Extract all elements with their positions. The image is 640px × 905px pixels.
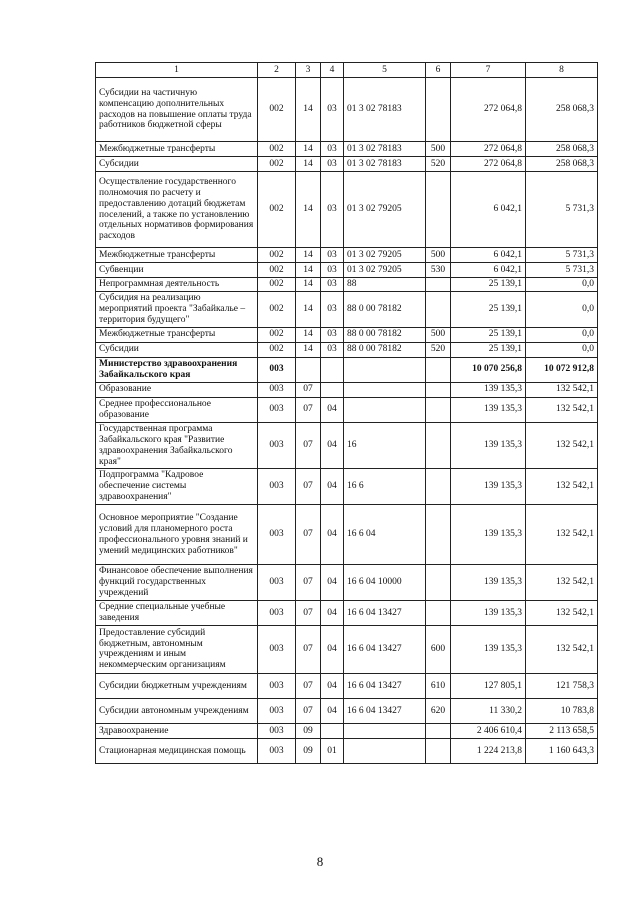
row-name-cell: Финансовое обеспечение выполнения функций государственных учреждений bbox=[96, 565, 258, 601]
row-cell-c8: 5 731,3 bbox=[526, 263, 598, 278]
row-cell-c6: 500 bbox=[426, 248, 451, 263]
row-name-cell: Субвенции bbox=[96, 263, 258, 278]
header-cell: 5 bbox=[344, 63, 426, 78]
row-cell-c6 bbox=[426, 600, 451, 625]
row-cell-c5: 01 3 02 79205 bbox=[344, 248, 426, 263]
table-row bbox=[96, 357, 598, 382]
row-cell-c6 bbox=[426, 382, 451, 397]
row-cell-c4: 04 bbox=[321, 422, 344, 469]
row-cell-c4: 04 bbox=[321, 505, 344, 565]
row-cell-c2: 003 bbox=[258, 723, 296, 738]
row-cell-c6 bbox=[426, 292, 451, 328]
row-cell-c7: 139 135,3 bbox=[451, 382, 526, 397]
row-cell-c2: 002 bbox=[258, 292, 296, 328]
table-row bbox=[96, 565, 598, 601]
row-cell-c5 bbox=[344, 357, 426, 382]
row-cell-c3: 14 bbox=[296, 142, 321, 157]
row-cell-c5: 01 3 02 78183 bbox=[344, 142, 426, 157]
row-cell-c2: 003 bbox=[258, 738, 296, 763]
row-cell-c4: 04 bbox=[321, 698, 344, 723]
row-name-cell: Стационарная медицинская помощь bbox=[96, 738, 258, 763]
table-row bbox=[96, 278, 598, 292]
row-cell-c6: 500 bbox=[426, 327, 451, 342]
row-cell-c6 bbox=[426, 723, 451, 738]
row-cell-c4: 01 bbox=[321, 738, 344, 763]
row-cell-c4: 03 bbox=[321, 342, 344, 357]
row-cell-c7: 25 139,1 bbox=[451, 292, 526, 328]
row-cell-c5 bbox=[344, 397, 426, 422]
row-cell-c3: 07 bbox=[296, 397, 321, 422]
table-row bbox=[96, 248, 598, 263]
row-name-cell: Межбюджетные трансферты bbox=[96, 248, 258, 263]
row-cell-c5: 88 0 00 78182 bbox=[344, 292, 426, 328]
row-cell-c4: 04 bbox=[321, 673, 344, 698]
row-cell-c2: 002 bbox=[258, 172, 296, 248]
row-cell-c6: 620 bbox=[426, 698, 451, 723]
row-cell-c4: 03 bbox=[321, 278, 344, 292]
row-cell-c2: 003 bbox=[258, 698, 296, 723]
table-row bbox=[96, 382, 598, 397]
row-cell-c5: 16 bbox=[344, 422, 426, 469]
row-cell-c5 bbox=[344, 382, 426, 397]
row-cell-c8: 132 542,1 bbox=[526, 382, 598, 397]
table-row bbox=[96, 292, 598, 328]
table-row bbox=[96, 673, 598, 698]
row-cell-c4: 03 bbox=[321, 172, 344, 248]
row-cell-c6 bbox=[426, 505, 451, 565]
row-cell-c7: 272 064,8 bbox=[451, 157, 526, 172]
row-cell-c7: 6 042,1 bbox=[451, 263, 526, 278]
row-cell-c5: 16 6 04 13427 bbox=[344, 698, 426, 723]
row-cell-c7: 25 139,1 bbox=[451, 327, 526, 342]
row-cell-c5: 16 6 04 13427 bbox=[344, 600, 426, 625]
row-cell-c4 bbox=[321, 357, 344, 382]
row-cell-c5: 16 6 bbox=[344, 469, 426, 505]
row-cell-c3: 14 bbox=[296, 327, 321, 342]
header-cell: 1 bbox=[96, 63, 258, 78]
row-cell-c5: 88 0 00 78182 bbox=[344, 342, 426, 357]
row-name-cell: Здравоохранение bbox=[96, 723, 258, 738]
table-row bbox=[96, 397, 598, 422]
row-name-cell: Образование bbox=[96, 382, 258, 397]
row-cell-c8: 10 072 912,8 bbox=[526, 357, 598, 382]
row-cell-c7: 11 330,2 bbox=[451, 698, 526, 723]
row-cell-c5: 01 3 02 79205 bbox=[344, 172, 426, 248]
row-cell-c3: 14 bbox=[296, 157, 321, 172]
row-cell-c2: 002 bbox=[258, 327, 296, 342]
row-cell-c6 bbox=[426, 422, 451, 469]
row-cell-c8: 2 113 658,5 bbox=[526, 723, 598, 738]
row-cell-c4: 04 bbox=[321, 625, 344, 673]
row-name-cell: Государственная программа Забайкальского края "Развитие здравоохранения Забайкальского края" bbox=[96, 422, 258, 469]
table-row bbox=[96, 342, 598, 357]
row-name-cell: Межбюджетные трансферты bbox=[96, 327, 258, 342]
row-cell-c2: 003 bbox=[258, 673, 296, 698]
row-cell-c3: 07 bbox=[296, 382, 321, 397]
row-cell-c4: 03 bbox=[321, 157, 344, 172]
row-cell-c7: 25 139,1 bbox=[451, 278, 526, 292]
row-cell-c8: 132 542,1 bbox=[526, 505, 598, 565]
row-cell-c4: 03 bbox=[321, 327, 344, 342]
row-cell-c3: 07 bbox=[296, 673, 321, 698]
row-cell-c3: 07 bbox=[296, 469, 321, 505]
table-row bbox=[96, 78, 598, 142]
budget-table bbox=[95, 62, 598, 764]
row-cell-c4: 04 bbox=[321, 469, 344, 505]
row-cell-c6: 530 bbox=[426, 263, 451, 278]
row-cell-c8: 1 160 643,3 bbox=[526, 738, 598, 763]
row-name-cell: Министерство здравоохранения Забайкальского края bbox=[96, 357, 258, 382]
row-cell-c6 bbox=[426, 78, 451, 142]
row-cell-c3 bbox=[296, 357, 321, 382]
row-cell-c5: 01 3 02 78183 bbox=[344, 78, 426, 142]
row-cell-c2: 003 bbox=[258, 357, 296, 382]
row-name-cell: Предоставление субсидий бюджетным, автономным учреждениям и иным некоммерческим организациям bbox=[96, 625, 258, 673]
row-cell-c7: 139 135,3 bbox=[451, 422, 526, 469]
row-name-cell: Подпрограмма "Кадровое обеспечение системы здравоохранения" bbox=[96, 469, 258, 505]
row-name-cell: Субсидии автономным учреждениям bbox=[96, 698, 258, 723]
row-name-cell: Осуществление государственного полномочия по расчету и предоставлению дотаций бюджетам поселений, а также по установлению отдельных нормативов формирования расходов bbox=[96, 172, 258, 248]
row-name-cell: Основное мероприятие "Создание условий для планомерного роста профессионального уровня знаний и умений медицинских работников" bbox=[96, 505, 258, 565]
row-cell-c6: 500 bbox=[426, 142, 451, 157]
row-cell-c2: 002 bbox=[258, 342, 296, 357]
row-cell-c2: 002 bbox=[258, 78, 296, 142]
row-cell-c7: 1 224 213,8 bbox=[451, 738, 526, 763]
row-name-cell: Средние специальные учебные заведения bbox=[96, 600, 258, 625]
row-cell-c7: 139 135,3 bbox=[451, 469, 526, 505]
row-cell-c8: 0,0 bbox=[526, 278, 598, 292]
row-cell-c4: 04 bbox=[321, 397, 344, 422]
header-cell: 4 bbox=[321, 63, 344, 78]
table-row bbox=[96, 422, 598, 469]
row-cell-c8: 132 542,1 bbox=[526, 397, 598, 422]
row-cell-c8: 121 758,3 bbox=[526, 673, 598, 698]
row-cell-c8: 258 068,3 bbox=[526, 142, 598, 157]
table-row bbox=[96, 263, 598, 278]
row-cell-c3: 07 bbox=[296, 422, 321, 469]
row-cell-c6 bbox=[426, 469, 451, 505]
row-cell-c8: 0,0 bbox=[526, 327, 598, 342]
row-cell-c4: 03 bbox=[321, 292, 344, 328]
row-cell-c6 bbox=[426, 738, 451, 763]
table-row bbox=[96, 142, 598, 157]
row-cell-c8: 258 068,3 bbox=[526, 78, 598, 142]
row-cell-c2: 002 bbox=[258, 263, 296, 278]
table-row bbox=[96, 157, 598, 172]
row-cell-c4: 03 bbox=[321, 78, 344, 142]
row-cell-c6 bbox=[426, 278, 451, 292]
row-name-cell: Субсидии bbox=[96, 342, 258, 357]
table-row bbox=[96, 172, 598, 248]
row-cell-c3: 09 bbox=[296, 723, 321, 738]
row-cell-c2: 002 bbox=[258, 278, 296, 292]
row-cell-c4 bbox=[321, 382, 344, 397]
row-cell-c2: 003 bbox=[258, 397, 296, 422]
table-row bbox=[96, 327, 598, 342]
row-cell-c8: 132 542,1 bbox=[526, 625, 598, 673]
row-cell-c7: 6 042,1 bbox=[451, 248, 526, 263]
table-row bbox=[96, 738, 598, 763]
row-cell-c2: 003 bbox=[258, 505, 296, 565]
row-cell-c2: 002 bbox=[258, 248, 296, 263]
header-cell: 3 bbox=[296, 63, 321, 78]
row-cell-c6 bbox=[426, 357, 451, 382]
row-cell-c7: 2 406 610,4 bbox=[451, 723, 526, 738]
row-name-cell: Субсидии бюджетным учреждениям bbox=[96, 673, 258, 698]
table-row bbox=[96, 723, 598, 738]
row-cell-c7: 139 135,3 bbox=[451, 625, 526, 673]
row-cell-c8: 10 783,8 bbox=[526, 698, 598, 723]
row-cell-c8: 132 542,1 bbox=[526, 565, 598, 601]
row-cell-c2: 002 bbox=[258, 142, 296, 157]
row-cell-c3: 14 bbox=[296, 172, 321, 248]
row-cell-c8: 0,0 bbox=[526, 342, 598, 357]
row-cell-c2: 003 bbox=[258, 600, 296, 625]
row-cell-c6: 600 bbox=[426, 625, 451, 673]
table-row bbox=[96, 698, 598, 723]
row-cell-c3: 14 bbox=[296, 342, 321, 357]
row-cell-c3: 07 bbox=[296, 565, 321, 601]
row-cell-c6 bbox=[426, 565, 451, 601]
row-cell-c5: 16 6 04 13427 bbox=[344, 625, 426, 673]
row-name-cell: Среднее профессиональное образование bbox=[96, 397, 258, 422]
row-cell-c4: 03 bbox=[321, 263, 344, 278]
row-cell-c3: 07 bbox=[296, 625, 321, 673]
row-cell-c8: 132 542,1 bbox=[526, 600, 598, 625]
row-cell-c5: 16 6 04 13427 bbox=[344, 673, 426, 698]
row-cell-c5: 88 0 00 78182 bbox=[344, 327, 426, 342]
row-cell-c5: 01 3 02 79205 bbox=[344, 263, 426, 278]
row-cell-c3: 14 bbox=[296, 292, 321, 328]
header-cell: 6 bbox=[426, 63, 451, 78]
row-cell-c8: 258 068,3 bbox=[526, 157, 598, 172]
row-name-cell: Межбюджетные трансферты bbox=[96, 142, 258, 157]
row-cell-c5: 01 3 02 78183 bbox=[344, 157, 426, 172]
row-name-cell: Субсидии на частичную компенсацию дополнительных расходов на повышение оплаты труда работников бюджетной сферы bbox=[96, 78, 258, 142]
header-cell: 2 bbox=[258, 63, 296, 78]
row-cell-c7: 139 135,3 bbox=[451, 397, 526, 422]
row-cell-c2: 002 bbox=[258, 157, 296, 172]
table-row bbox=[96, 505, 598, 565]
row-cell-c6: 610 bbox=[426, 673, 451, 698]
row-cell-c3: 09 bbox=[296, 738, 321, 763]
page-number: 8 bbox=[316, 854, 324, 869]
row-cell-c7: 139 135,3 bbox=[451, 600, 526, 625]
row-cell-c7: 10 070 256,8 bbox=[451, 357, 526, 382]
row-cell-c8: 132 542,1 bbox=[526, 469, 598, 505]
row-cell-c2: 003 bbox=[258, 625, 296, 673]
row-cell-c4: 04 bbox=[321, 565, 344, 601]
row-cell-c6 bbox=[426, 172, 451, 248]
row-cell-c8: 132 542,1 bbox=[526, 422, 598, 469]
row-cell-c7: 272 064,8 bbox=[451, 78, 526, 142]
row-cell-c7: 6 042,1 bbox=[451, 172, 526, 248]
row-cell-c5 bbox=[344, 738, 426, 763]
header-cell: 7 bbox=[451, 63, 526, 78]
row-cell-c3: 14 bbox=[296, 248, 321, 263]
row-cell-c6: 520 bbox=[426, 342, 451, 357]
row-cell-c3: 07 bbox=[296, 505, 321, 565]
row-cell-c3: 07 bbox=[296, 698, 321, 723]
row-cell-c4: 03 bbox=[321, 248, 344, 263]
header-cell: 8 bbox=[526, 63, 598, 78]
table-row bbox=[96, 625, 598, 673]
row-cell-c8: 5 731,3 bbox=[526, 248, 598, 263]
row-cell-c6 bbox=[426, 397, 451, 422]
row-cell-c5: 16 6 04 10000 bbox=[344, 565, 426, 601]
row-cell-c7: 272 064,8 bbox=[451, 142, 526, 157]
table-body bbox=[96, 63, 598, 764]
row-cell-c2: 003 bbox=[258, 565, 296, 601]
row-cell-c3: 14 bbox=[296, 278, 321, 292]
row-cell-c4 bbox=[321, 723, 344, 738]
row-cell-c7: 139 135,3 bbox=[451, 565, 526, 601]
row-cell-c3: 14 bbox=[296, 78, 321, 142]
row-cell-c8: 0,0 bbox=[526, 292, 598, 328]
row-cell-c7: 139 135,3 bbox=[451, 505, 526, 565]
row-cell-c4: 03 bbox=[321, 142, 344, 157]
row-cell-c2: 003 bbox=[258, 469, 296, 505]
row-cell-c3: 07 bbox=[296, 600, 321, 625]
row-name-cell: Непрограммная деятельность bbox=[96, 278, 258, 292]
row-cell-c3: 14 bbox=[296, 263, 321, 278]
table-header-row bbox=[96, 63, 598, 78]
row-cell-c6: 520 bbox=[426, 157, 451, 172]
row-cell-c5 bbox=[344, 723, 426, 738]
table-row bbox=[96, 469, 598, 505]
row-name-cell: Субсидии bbox=[96, 157, 258, 172]
table-row bbox=[96, 600, 598, 625]
row-cell-c2: 003 bbox=[258, 382, 296, 397]
row-cell-c4: 04 bbox=[321, 600, 344, 625]
row-name-cell: Субсидия на реализацию мероприятий проекта "Забайкалье – территория будущего" bbox=[96, 292, 258, 328]
row-cell-c5: 88 bbox=[344, 278, 426, 292]
row-cell-c2: 003 bbox=[258, 422, 296, 469]
row-cell-c8: 5 731,3 bbox=[526, 172, 598, 248]
row-cell-c5: 16 6 04 bbox=[344, 505, 426, 565]
row-cell-c7: 127 805,1 bbox=[451, 673, 526, 698]
row-cell-c7: 25 139,1 bbox=[451, 342, 526, 357]
